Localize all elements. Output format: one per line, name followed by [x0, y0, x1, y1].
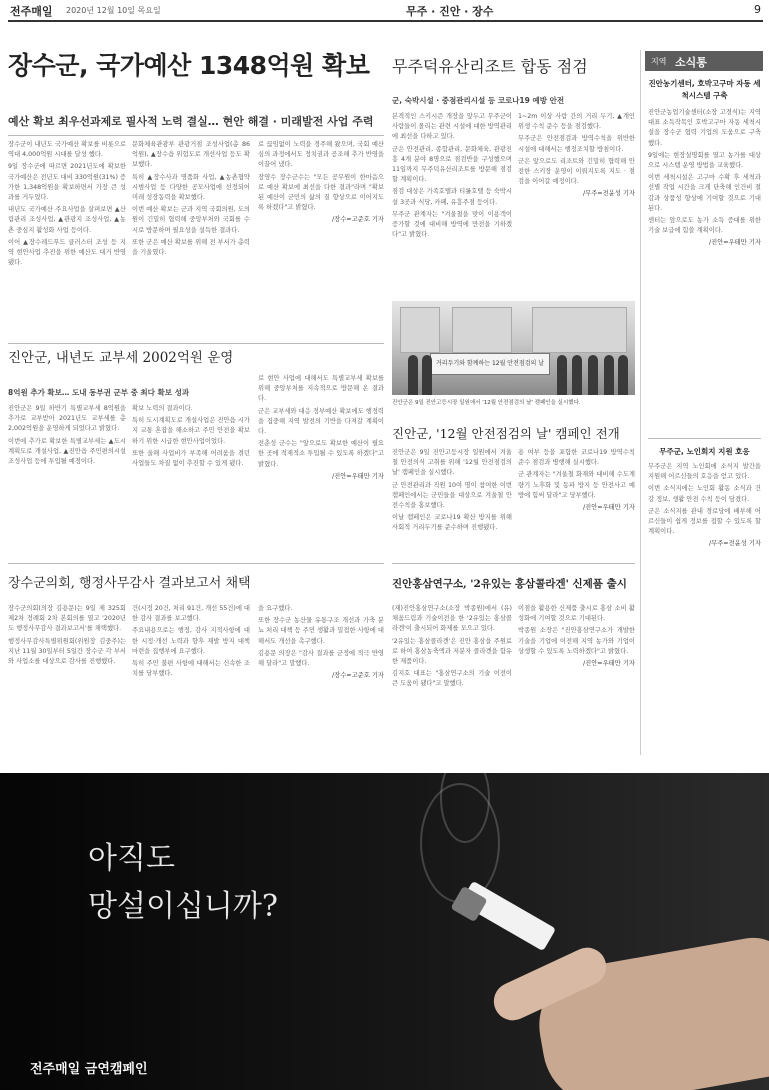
lead-column-3: 로 끊임없이 노력을 경주해 왔으며, 국회 예산 심의 과정에서도 정치권과 공조해 추가 반영을 이끌어 냈다. 장영수 장수군수는 "모든 공무원이 한마음으로 예산 확보에 최선을 다한 결과"라며 "확보된 예산이 군민의 삶의 질 향상으로 이어지도록 하겠다"고 밝혔다. /장수=고준호 기자: [258, 140, 384, 332]
jinan-tax-headline[interactable]: 진안군, 내년도 교부세 2002억원 운영: [8, 350, 234, 366]
sidebar-item-2-byline: /무주=전윤성 기자: [709, 540, 761, 548]
jinan-tax-column-3: 로 현안 사업에 대해서도 특별교부세 확보를 위해 중앙부처를 지속적으로 방문해 온 결과다. 군은 교부세와 대응 정부예산 확보에도 행정력을 집중해 지역 발전의 기반을 다져갈 계획이다. 전춘성 군수는 "앞으로도 확보한 예산이 필요한 곳에 적재적소 투입될 수 있도록 하겠다"고 밝혔다. /진안=우태만 기자: [258, 374, 384, 554]
sidebar-label: 지역: [651, 57, 667, 66]
jangsu-council-column-3: 을 요구했다. 또한 장수군 농산물 유통구조 개선과 가축 분뇨 처리 대책 등 주민 생활과 밀접한 사항에 대해서도 개선을 촉구했다. 김용문 의장은 "감사 결과를 군정에 적극 반영해 달라"고 말했다. /장수=고준호 기자: [258, 604, 384, 754]
campaign-banner: 거리두기와 함께하는 12월 안전점검의 날: [430, 353, 550, 375]
sidebar-item-2-body: 무주군은 지역 노인회에 소식지 발간을 지원해 어르신들의 호응을 얻고 있다. 이번 소식지에는 노인회 활동 소식과 건강 정보, 생활 안전 수칙 등이 담겼다. 군은 소식지를 관내 경로당에 배부해 어르신들이 쉽게 정보를 접할 수 있도록 할 계획이다. /무주=전윤성 기자: [648, 462, 761, 754]
divider: [392, 563, 635, 564]
jangsu-council-column-1: 장수군의회(의장 김용문)는 9일 제 325회 제2차 정례회 2차 본회의를 열고 '2020년도 행정사무감사 결과보고서'를 채택했다. 행정사무감사특별위원회(위원장 김중주)는 지난 11월 30일부터 5일간 장수군 각 부서와 사업소를 대상으로 감사를 진행했다.: [8, 605, 126, 666]
sidebar-title: 소식통: [675, 56, 707, 69]
campaign-photo: [392, 301, 635, 395]
lead-byline: /장수=고준호 기자: [332, 216, 384, 224]
jangsu-council-column-2: 건(시정 20건, 처리 91건, 개선 55건)에 대한 감사 결과를 보고했다. 주요내용으로는 행정, 감사 지적사항에 대한 시정·개선 노력과 향후 재발 방지 대책 마련을 집행부에 요구했다. 특히 주민 불편 사항에 대해서는 신속한 조치를 당부했다.: [132, 605, 250, 678]
lead-column-2: 문화체육관광부 관광거점 조성사업(총 86억원), ▲장수읍 위험도로 개선사업 등도 확보했다. 특히 ▲장수사과 명품화 사업, ▲농촌협약 시범사업 등 다양한 공모사업에 선정되어 미래 성장동력을 확보했다. 이번 예산 확보는 군과 지역 국회의원, 도의원이 긴밀히 협력해 중앙부처와 국회를 수시로 방문하며 필요성을 설득한 결과다. 또한 군은 예산 확보를 위해 전 부서가 총력을 기울였다.: [132, 141, 250, 257]
jinan-tax-subhead: 8억원 추가 확보… 도내 동부권 군부 중 최다 확보 성과: [8, 388, 190, 397]
no-smoking-ad: [0, 773, 769, 1090]
divider: [8, 563, 384, 564]
mudeok-headline[interactable]: 무주덕유산리조트 합동 점검: [392, 57, 588, 76]
page-header: [8, 0, 763, 22]
ad-copy-line-1: 아직도: [88, 841, 175, 876]
page-number: 9: [754, 3, 761, 16]
sidebar-item-1-byline: /진안=우태만 기자: [709, 239, 761, 247]
divider: [8, 343, 384, 344]
ginseng-byline: /진안=우태만 기자: [583, 660, 635, 668]
jinan-tax-column-2: 확보 노력의 결과이다. 특히 도시계획도로 개설사업은 진안읍 시가지 교통 혼잡을 해소하고 주민 안전을 확보하기 위한 시급한 현안사업이었다. 또한 올해 사업비가 부족해 어려움을 겪던 사업들도 차질 없이 추진할 수 있게 됐다.: [132, 405, 250, 468]
section-title: 무주 · 진안 · 장수: [406, 5, 494, 18]
sidebar-header: [645, 51, 763, 71]
masthead: 전주매일: [10, 5, 53, 18]
mudeok-column-2: 1~2m 이상 사람 간의 거리 두기, ▲개인위생 수칙 준수 등을 점검했다. 무주군은 안전점검과 방역수칙을 위반한 시설에 대해서는 행정조치할 방침이다. 군은 앞으로도 리조트와 긴밀히 협력해 안전한 스키장 운영이 이뤄지도록 지도 · 점검을 이어갈 예정이다. /무주=전윤성 기자: [518, 112, 635, 298]
ginseng-column-2: 이점을 활용한 신제품 출시로 홍삼 소비 활성화에 기여할 것으로 기대된다. 박종원 소장은 "진안홍삼연구소가 개발한 기술을 기업에 이전해 지역 농가와 기업이 상생할 수 있도록 노력하겠다"고 밝혔다. /진안=우태만 기자: [518, 604, 635, 754]
ad-campaign-title: 전주매일 금연캠페인: [30, 1062, 148, 1077]
sidebar-item-1-body: 진안군농업기술센터(소장 고경식)는 지역 대표 소득작목인 호박고구마 자동 세척시설을 장수군 협력 기업의 도움으로 구축했다. 9일에는 현장설명회를 열고 농가를 대상으로 시스템 운영 방법을 교육했다. 이번 세척시설은 고구마 수확 후 세척과 선별 작업 시간을 크게 단축해 인건비 절감과 상품성 향상에 기여할 것으로 기대된다. 센터는 앞으로도 농가 소득 증대를 위한 기술 보급에 힘쓸 계획이다. /진안=우태만 기자: [648, 108, 761, 434]
jinan-safety-column-2: 용 여부 등을 포함한 코로나19 방역수칙 준수 점검과 병행해 실시했다. 군 관계자는 "겨울철 화재와 대비해 수도계량기 노후화 및 동파 방지 등 안전사고 예방에 힘써 달라"고 당부했다. /진안=우태만 기자: [518, 448, 635, 556]
jinan-safety-headline[interactable]: 진안군, '12월 안전점검의 날' 캠페인 전개: [392, 426, 620, 441]
jangsu-council-byline: /장수=고준호 기자: [332, 672, 384, 680]
mudeok-subhead: 군, 숙박시설 · 중점관리시설 등 코로나19 예방 안전: [392, 96, 565, 105]
issue-date: 2020년 12월 10일 목요일: [66, 6, 161, 15]
jinan-safety-column-1: 진안군은 9일 진안고등시장 일원에서 겨울철 안전의식 고취를 위해 '12월 안전점검의 날' 캠페인을 실시했다. 군 안전관리과 직원 10여 명이 참여한 이번 캠페인에서는 군민들을 대상으로 겨울철 안전수칙을 홍보했다. 이날 캠페인은 코로나19 확산 방지를 위해 사회적 거리두기를 준수하며 진행됐다.: [392, 449, 512, 532]
ad-copy-line-2: 망설이십니까?: [88, 889, 278, 924]
photo-caption: 진안군은 9일 진안고등시장 일원에서 '12월 안전점검의 날' 캠페인을 실시했다.: [392, 400, 581, 406]
mudeok-byline: /무주=전윤성 기자: [583, 190, 635, 198]
divider: [8, 135, 384, 136]
ginseng-headline[interactable]: 진안홍삼연구소, '2유있는 홍삼콜라겐' 신제품 출시: [392, 578, 627, 590]
jinan-tax-byline: /진안=우태만 기자: [332, 472, 384, 480]
mudeok-column-1: 본격적인 스키시즌 개장을 앞두고 무주군이 사람들이 몰리는 관련 시설에 대한 방역관리에 최선을 다하고 있다. 군은 안전관리, 종합관리, 문화체육, 관광진흥 4개 분야 8명으로 점검반을 구성했으며 11일까지 무주덕유산리조트를 방문해 점검할 계획이다. 점검 대상은 가족호텔과 티롤호텔 등 숙박시설 3곳과 식당, 카페, 유흥주점 등이다. 무주군 관계자는 "겨울철을 맞이 이용객이 증가할 것에 대비해 방역에 만전을 기하겠다"고 밝혔다.: [392, 113, 512, 239]
sidebar-item-1-title[interactable]: 진안농기센터, 호박고구마 자동 세척시스템 구축: [648, 79, 761, 100]
lead-column-1: 장수군이 내년도 국가예산 확보를 비롯으로 역대 4,000억원 시대를 달성 했다. 9일 장수군에 따르면 2021년도에 확보한 국가예산은 전년도 대비 330억원(31%) 증가한 1,348억원을 확보하면서 가장 큰 성과를 거두었다. 내년도 국가예산 주요사업을 살펴보면 ▲산림관리 조성사업, ▲관광지 조성사업, ▲농촌 중심지 활성화 사업 등이다. 이어 ▲장수레드푸드 클러스터 조성 등 지역 현안사업 추진을 위한 예산도 대거 반영됐다.: [8, 141, 126, 267]
jangsu-council-headline[interactable]: 장수군의회, 행정사무감사 결과보고서 채택: [8, 576, 251, 591]
lead-headline[interactable]: 장수군, 국가예산 1348억원 확보: [8, 51, 370, 80]
divider: [648, 438, 761, 439]
jinan-tax-column-1: 진안군은 9일 하반기 특별교부세 8억원을 추가로 교부받아 2021년도 교부세를 총 2,002억원을 운영하게 되었다고 밝혔다. 이번에 추가로 확보한 특별교부세는 ▲도시계획도로 개설사업, ▲진안읍 주민편의시설 조성사업 등에 투입될 예정이다.: [8, 405, 126, 466]
lead-subhead: 예산 확보 최우선과제로 필사적 노력 결실… 현안 해결 · 미래발전 사업 주력: [8, 115, 374, 128]
sidebar-item-2-title[interactable]: 무주군, 노인회지 지원 호응: [659, 447, 750, 456]
jinan-safety-byline: /진안=우태만 기자: [583, 504, 635, 512]
ginseng-column-1: (재)진안홍삼연구소(소장 박종원)에서 (유)채움드림과 기술이전을 한 '2유있는 홍삼콜라겐'이 출시되어 화제를 모으고 있다. '2유있는 홍삼콜라겐'은 진안 홍삼을 주원료로 하여 홍삼농축액과 저분자 콜라겐을 함유한 제품이다. 김지호 대표는 "홍삼연구소의 기술 이전이 큰 도움이 됐다"고 말했다.: [392, 605, 512, 688]
sidebar-divider: [640, 50, 641, 755]
